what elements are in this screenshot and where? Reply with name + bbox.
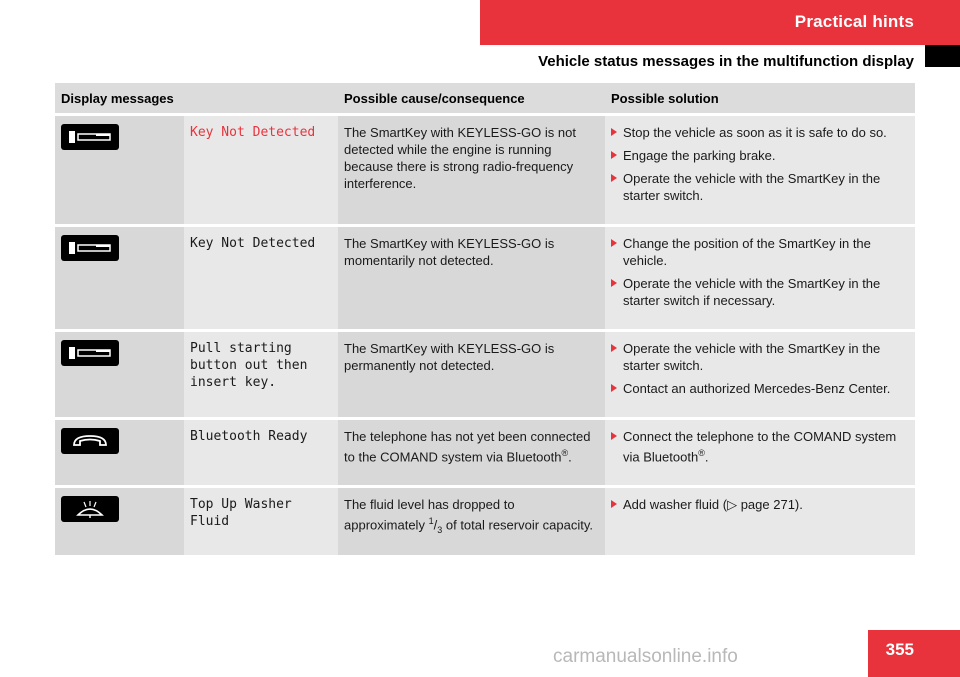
solution-item: Operate the vehicle with the SmartKey in the starter switch if necessary.: [611, 275, 909, 309]
cause-text-end: of total reservoir capacity.: [445, 517, 594, 533]
possible-solution: [605, 115, 915, 226]
key-icon: [61, 340, 119, 366]
section-title: Practical hints: [794, 12, 914, 31]
possible-solution: [605, 487, 915, 557]
cause-text: The fluid level has dropped to approximately: [344, 497, 515, 533]
solution-item: [611, 496, 909, 513]
key-icon: [61, 124, 119, 150]
page-subtitle: Vehicle status messages in the multifunction display: [538, 53, 914, 70]
possible-cause: The SmartKey with KEYLESS-GO is permanently not detected.: [338, 331, 605, 419]
header-marker: [925, 45, 960, 67]
telephone-icon: [61, 428, 119, 454]
watermark: carmanualsonline.info: [553, 646, 738, 667]
section-header: [480, 0, 960, 45]
header-possible-solution: Possible solution: [605, 83, 915, 115]
page-number-tab: [868, 630, 960, 677]
solution-item: Stop the vehicle as soon as it is safe to do so.: [611, 124, 909, 141]
display-message: [184, 331, 338, 419]
table-row: [55, 226, 915, 331]
fraction-slash: /: [433, 517, 438, 533]
possible-solution: [605, 419, 915, 487]
fraction-numerator: 1: [428, 516, 434, 527]
possible-cause: [338, 419, 605, 487]
registered-mark: ®: [698, 448, 705, 458]
table-row: [55, 115, 915, 226]
possible-cause: [338, 487, 605, 557]
header-possible-cause: Possible cause/consequence: [338, 83, 605, 115]
possible-cause: The SmartKey with KEYLESS-GO is momentarily not detected.: [338, 226, 605, 331]
possible-solution: [605, 226, 915, 331]
table-row: [55, 331, 915, 419]
cause-text-end: .: [568, 449, 572, 465]
display-message-line: Pull starting: [190, 341, 292, 356]
solution-item: Operate the vehicle with the SmartKey in the starter switch.: [611, 340, 909, 374]
solution-item: Operate the vehicle with the SmartKey in the starter switch.: [611, 170, 909, 204]
solution-text-end: .: [704, 449, 709, 465]
status-messages-table: [55, 83, 915, 558]
display-message: Bluetooth Ready: [184, 419, 338, 487]
display-message: Top Up Washer Fluid: [184, 487, 338, 557]
display-message-line: button out then: [190, 358, 308, 373]
table-row: [55, 487, 915, 557]
icon-cell: [55, 419, 184, 487]
solution-item: Change the position of the SmartKey in the vehicle.: [611, 235, 909, 269]
key-icon: [61, 235, 119, 261]
page-reference-link[interactable]: page 271).: [740, 497, 803, 513]
solution-text: Connect the telephone to the COMAND system via Bluetooth: [623, 429, 897, 465]
solution-item: Contact an authorized Mercedes-Benz Center.: [611, 380, 909, 397]
display-message: Key Not Detected: [184, 226, 338, 331]
cause-text: The telephone has not yet been connected to the COMAND system via Bluetooth: [344, 429, 591, 465]
possible-cause: The SmartKey with KEYLESS-GO is not detected while the engine is running because there is strong radio-frequency interference.: [338, 115, 605, 226]
icon-cell: [55, 331, 184, 419]
header-display-messages: Display messages: [55, 83, 338, 115]
table-row: [55, 419, 915, 487]
solution-item: [611, 428, 909, 465]
page-number: 355: [885, 640, 914, 659]
registered-mark: ®: [561, 448, 569, 458]
solution-item: Engage the parking brake.: [611, 147, 909, 164]
icon-cell: [55, 226, 184, 331]
fraction-denominator: 3: [437, 525, 443, 536]
page-reference-arrow-icon: ▷: [727, 497, 738, 513]
solution-text: Add washer fluid (: [623, 497, 728, 513]
display-message: Key Not Detected: [184, 115, 338, 226]
icon-cell: [55, 115, 184, 226]
table-header-row: [55, 83, 915, 115]
washer-fluid-icon: [61, 496, 119, 522]
icon-cell: [55, 487, 184, 557]
display-message-line: insert key.: [190, 375, 277, 390]
possible-solution: [605, 331, 915, 419]
